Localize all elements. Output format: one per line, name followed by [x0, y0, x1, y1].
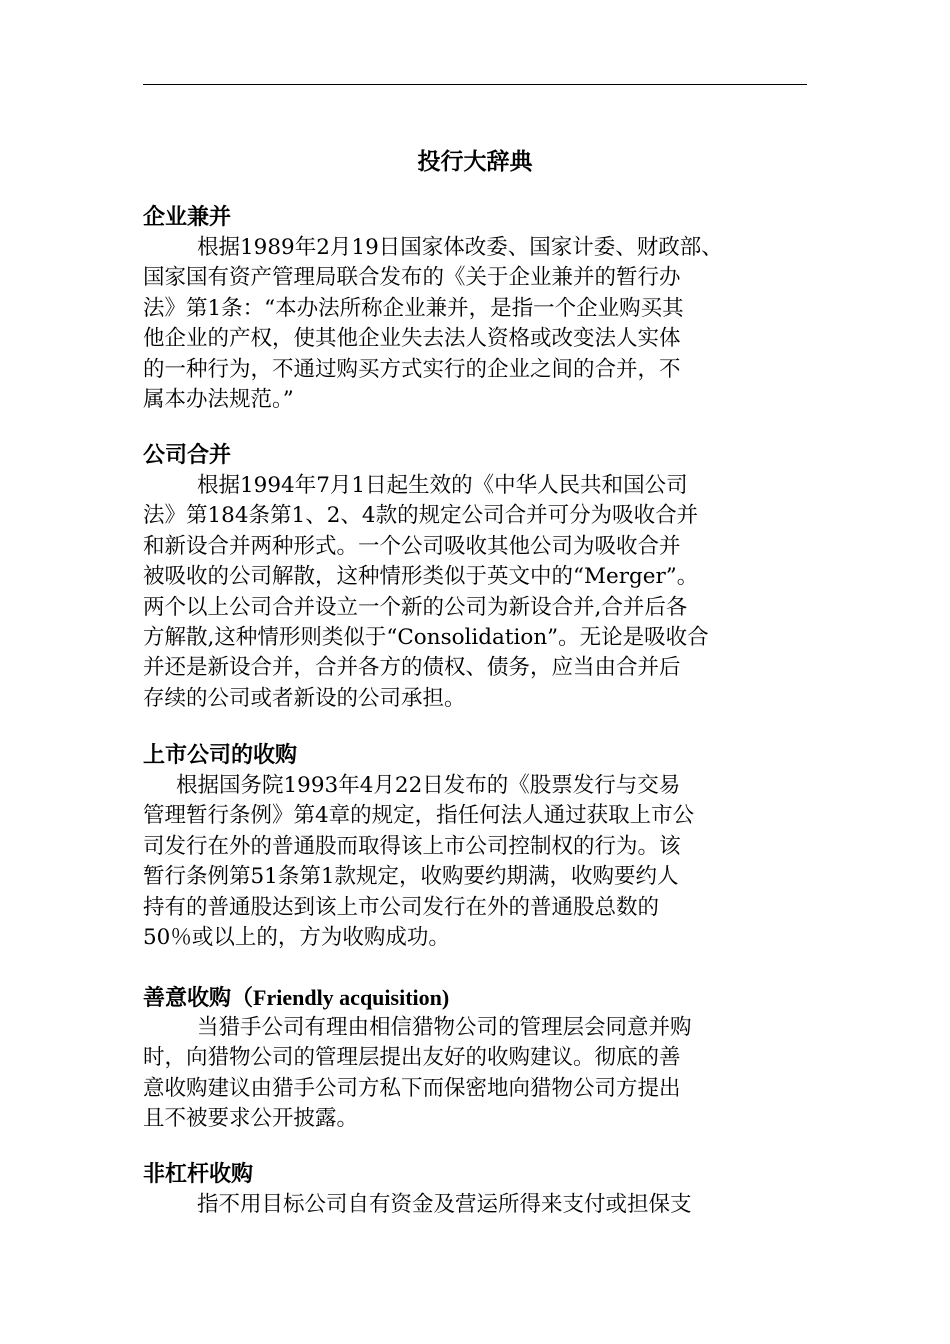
paragraph-line: 并还是新设合并，合并各方的债权、债务，应当由合并后 — [143, 655, 681, 681]
paragraph-line: 且不被要求公开披露。 — [143, 1106, 359, 1132]
paragraph-line: 两个以上公司合并设立一个新的公司为新设合并,合并后各 — [143, 594, 688, 620]
paragraph-line: 根据1989年2月19日国家体改委、国家计委、财政部、 — [197, 235, 723, 260]
section-heading: 公司合并 — [143, 443, 232, 468]
paragraph-line: 时，向猎物公司的管理层提出友好的收购建议。彻底的善 — [143, 1045, 681, 1071]
section-heading-en: Friendly acquisition) — [253, 985, 450, 1010]
section-heading — [143, 983, 818, 1013]
paragraph-line: 国家国有资产管理局联合发布的《关于企业兼并的暂行办 — [143, 265, 681, 291]
paragraph-line: 暂行条例第51条第1款规定，收购要约期满，收购要约人 — [143, 864, 679, 890]
paragraph-line: 被吸收的公司解散，这种情形类似于英文中的“Merger”。 — [143, 564, 699, 590]
paragraph-line: 他企业的产权，使其他企业失去法人资格或改变法人实体 — [143, 326, 681, 352]
page-title: 投行大辞典 — [417, 149, 533, 175]
paragraph-line: 方解散,这种情形则类似于“Consolidation”。无论是吸收合 — [143, 624, 709, 650]
section-listed-company-acquisition — [143, 741, 818, 953]
paragraph-line: 属本办法规范。” — [143, 386, 294, 412]
section-heading: 非杠杆收购 — [143, 1162, 254, 1187]
paragraph-line: 50％或以上的，方为收购成功。 — [143, 924, 450, 950]
paragraph-line: 指不用目标公司自有资金及营运所得来支付或担保支 — [197, 1192, 692, 1217]
paragraph-line: 和新设合并两种形式。一个公司吸收其他公司为吸收合并 — [143, 533, 681, 559]
section-heading: 上市公司的收购 — [143, 743, 298, 768]
section-heading: 企业兼并 — [143, 205, 232, 230]
paragraph-line: 管理暂行条例》第4章的规定，指任何法人通过获取上市公 — [143, 803, 695, 829]
section-non-leveraged-acquisition — [143, 1160, 818, 1220]
paragraph-line: 的一种行为，不通过购买方式实行的企业之间的合并，不 — [143, 356, 681, 382]
paragraph-line: 当猎手公司有理由相信猎物公司的管理层会同意并购 — [197, 1015, 692, 1040]
section-enterprise-merger — [143, 203, 818, 415]
paragraph-line: 根据1994年7月1日起生效的《中华人民共和国公司 — [197, 473, 688, 498]
paragraph-line: 存续的公司或者新设的公司承担。 — [143, 685, 466, 711]
paragraph-line: 持有的普通股达到该上市公司发行在外的普通股总数的 — [143, 894, 660, 920]
section-friendly-acquisition — [143, 983, 818, 1135]
section-company-merger — [143, 441, 818, 714]
paragraph-line: 法》第1条：“本办法所称企业兼并，是指一个企业购买其 — [143, 295, 684, 321]
paragraph-line: 法》第184条第1、2、4款的规定公司合并可分为吸收合并 — [143, 503, 699, 529]
paragraph-line: 意收购建议由猎手公司方私下而保密地向猎物公司方提出 — [143, 1075, 681, 1101]
paragraph-line: 根据国务院1993年4月22日发布的《股票发行与交易 — [176, 773, 681, 798]
header-rule — [143, 84, 807, 85]
section-heading-zh: 善意收购（ — [143, 986, 254, 1011]
paragraph-line: 司发行在外的普通股而取得该上市公司控制权的行为。该 — [143, 833, 681, 859]
